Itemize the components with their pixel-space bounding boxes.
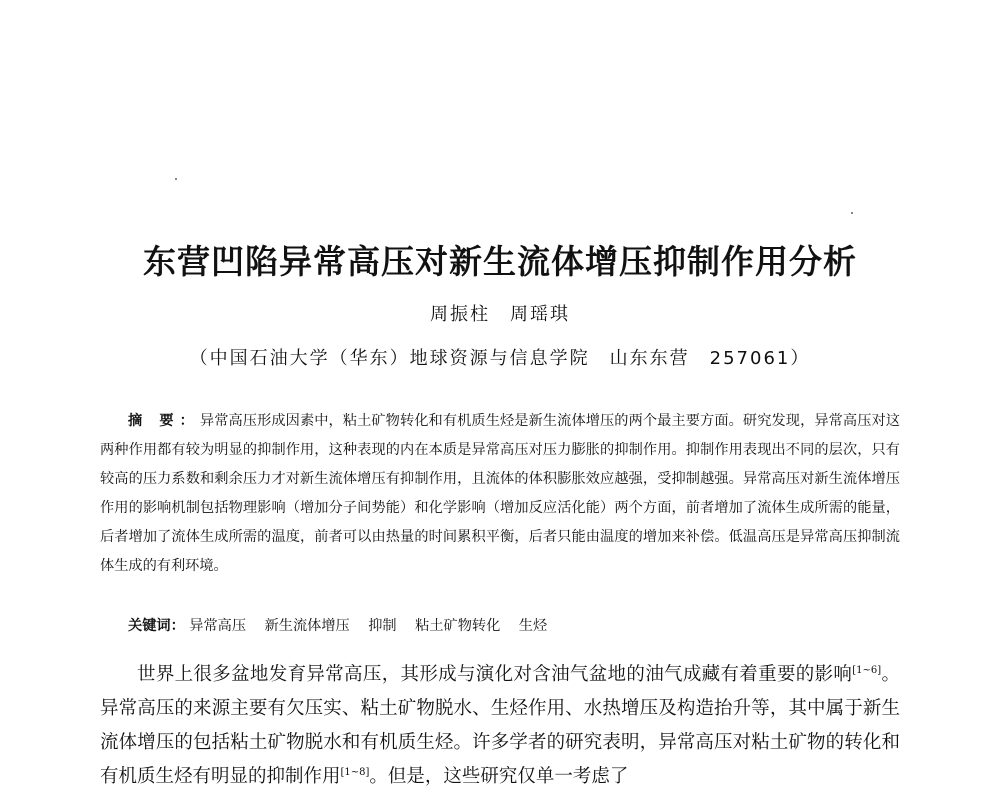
keywords [128, 615, 898, 637]
affiliation: （中国石油大学（华东）地球资源与信息学院 山东东营 257061） [189, 348, 811, 369]
abstract-text: 异常高压形成因素中，粘土矿物转化和有机质生烃是新生流体增压的两个最主要方面。研究发现，异常高压对这两种作用都有较为明显的抑制作用，这种表现的内在本质是异常高压对压力膨胀的抑制作用。抑制作用表现出不同的层次，只有较高的压力系数和剩余压力才对新生流体增压有抑制作用，且流体的体积膨胀效应越强，受抑制越强。异常高压对新生流体增压作用的影响机制包括物理影响（增加分子间势能）和化学影响（增加反应活化能）两个方面，前者增加了流体生成所需的能量，后者增加了流体生成所需的温度，前者可以由热量的时间累积平衡，后者只能由温度的增加来补偿。低温高压是异常高压抑制流体生成的有利环境。 [100, 413, 900, 574]
citation: [1~6] [852, 664, 882, 676]
authors: 周振柱 周瑶琪 [430, 304, 570, 325]
keywords-label: 关键词： [128, 618, 185, 634]
keyword: 生烃 [518, 618, 548, 634]
abstract-label: 摘 要： [128, 413, 200, 429]
body-text-part: 。但是，这些研究仅单一考虑了 [369, 766, 629, 787]
keyword: 抑制 [368, 618, 397, 634]
body-text-part: 。异常高压的来源主要有欠压实、粘土矿物脱水、生烃作用、水热增压及构造抬升等，其中属于新生流体增压的包括粘土矿物脱水和有机质生烃。许多学者的研究表明，异常高压对粘土矿物的转化和有机质生烃有明显的抑制作用 [100, 664, 900, 787]
abstract [100, 407, 900, 581]
keyword: 异常高压 [189, 618, 247, 634]
citation: [1~8] [340, 766, 370, 778]
body-text-part: 世界上很多盆地发育异常高压，其形成与演化对含油气盆地的油气成藏有着重要的影响 [137, 664, 853, 685]
keyword: 新生流体增压 [264, 618, 350, 634]
scan-speck [175, 178, 177, 180]
paper-title: 东营凹陷异常高压对新生流体增压抑制作用分析 [143, 242, 857, 281]
scan-speck [851, 212, 853, 214]
body-paragraph [100, 658, 900, 794]
keyword: 粘土矿物转化 [415, 618, 501, 634]
